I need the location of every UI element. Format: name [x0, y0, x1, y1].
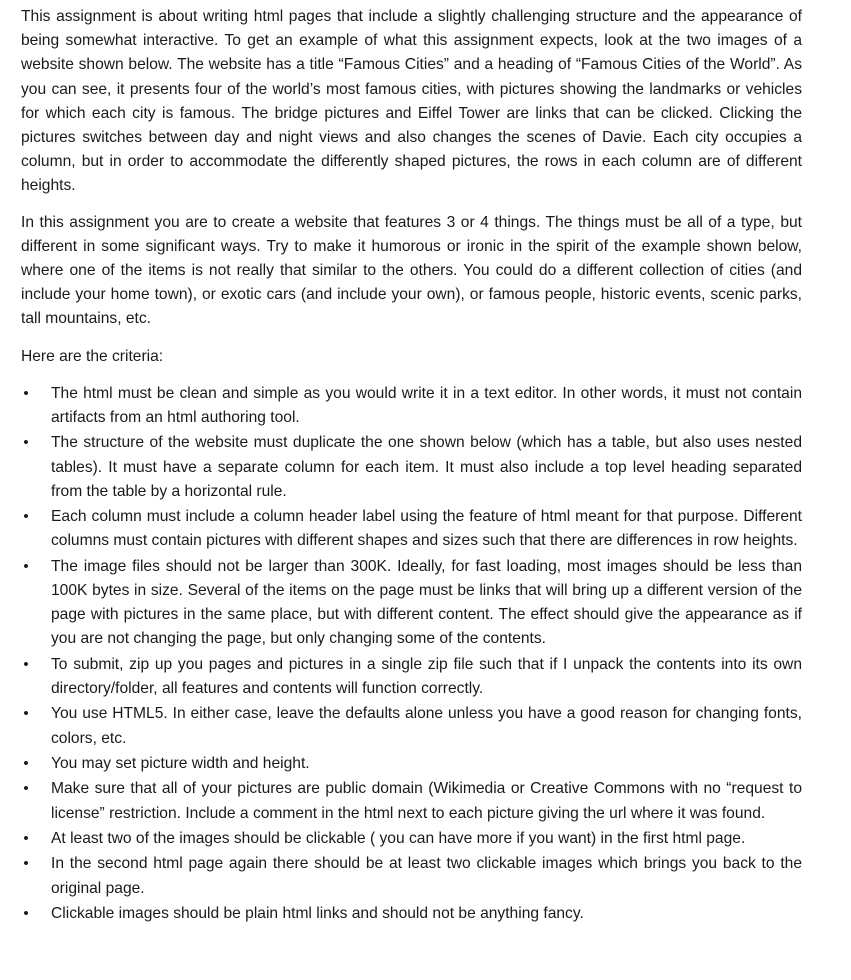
list-item-text: The structure of the website must duplicate the one shown below (which has a table, but also uses nested tables). It must have a separate column for each item. It must also include a top level heading separated from the table by a horizontal rule.: [51, 434, 802, 500]
list-item-text: Each column must include a column header label using the feature of html meant for that purpose. Different columns must contain pictures with different shapes and sizes such that there are differences in row heights.: [51, 508, 802, 550]
bullet-icon: •: [23, 508, 29, 526]
list-item-text: At least two of the images should be clickable ( you can have more if you want) in the first html page.: [51, 830, 746, 847]
list-item-text: The image files should not be larger than 300K. Ideally, for fast loading, most images should be less than 100K bytes in size. Several of the items on the page must be links that will bring up a different version of the page with pictures in the same place, but with different content. The effect should give the appearance as if you are not changing the page, but only changing some of the contents.: [51, 557, 802, 648]
bullet-icon: •: [23, 755, 29, 773]
list-item: [21, 555, 802, 652]
instructions-paragraph: In this assignment you are to create a website that features 3 or 4 things. The things must be all of a type, but different in some significant ways. Try to make it humorous or ironic in the spirit of the example shown below, where one of the items is not really that similar to the others. You could do a different collection of cities (and include your home town), or exotic cars (and include your own), or famous people, historic events, scenic parks, tall mountains, etc.: [21, 213, 802, 328]
list-item-text: In the second html page again there should be at least two clickable images which brings you back to the original page.: [51, 855, 802, 897]
criteria-heading: Here are the criteria:: [21, 347, 164, 365]
list-item: [21, 852, 802, 900]
bullet-icon: •: [23, 705, 29, 723]
list-item-text: The html must be clean and simple as you would write it in a text editor. In other words, it must not contain artifacts from an html authoring tool.: [51, 384, 802, 427]
list-item-text: To submit, zip up you pages and pictures in a single zip file such that if I unpack the contents into its own directory/folder, all features and contents will function correctly.: [51, 655, 802, 698]
bullet-icon: •: [23, 855, 29, 873]
list-item: [21, 382, 802, 430]
bullet-icon: •: [23, 830, 29, 847]
list-item: [21, 431, 802, 504]
list-item-text: You use HTML5. In either case, leave the defaults alone unless you have a good reason for changing fonts, colors, etc.: [51, 705, 802, 747]
bullet-icon: •: [23, 904, 29, 922]
bullet-icon: •: [23, 384, 29, 402]
list-item: [21, 752, 802, 776]
bullet-icon: •: [23, 655, 29, 673]
list-item-text: Clickable images should be plain html links and should not be anything fancy.: [51, 904, 584, 922]
list-item: [21, 827, 802, 851]
bullet-icon: •: [23, 780, 29, 798]
criteria-list: [21, 382, 802, 926]
list-item: [21, 702, 802, 750]
bullet-icon: •: [23, 557, 29, 575]
list-item-text: Make sure that all of your pictures are public domain (Wikimedia or Creative Commons with no “request to license” restriction. Include a comment in the html next to each picture giving the url where it was found.: [51, 780, 802, 822]
list-item: [21, 653, 802, 701]
list-item: [21, 902, 802, 926]
list-item: [21, 777, 802, 825]
intro-paragraph: This assignment is about writing html pages that include a slightly challenging structure and the appearance of being somewhat interactive. To get an example of what this assignment expects, look at the two images of a website shown below. The website has a title “Famous Cities” and a heading of “Famous Cities of the World”. As you can see, it presents four of the world’s most famous cities, with pictures showing the landmarks or vehicles for which each city is famous. The bridge pictures and Eiffel Tower are links that can be clicked. Clicking the pictures switches between day and night views and also changes the scenes of Davie. Each city occupies a column, but in order to accommodate the differently shaped pictures, the rows in each column are of different heights.: [21, 8, 802, 195]
list-item-text: You may set picture width and height.: [51, 755, 310, 773]
list-item: [21, 505, 802, 553]
bullet-icon: •: [23, 434, 29, 452]
